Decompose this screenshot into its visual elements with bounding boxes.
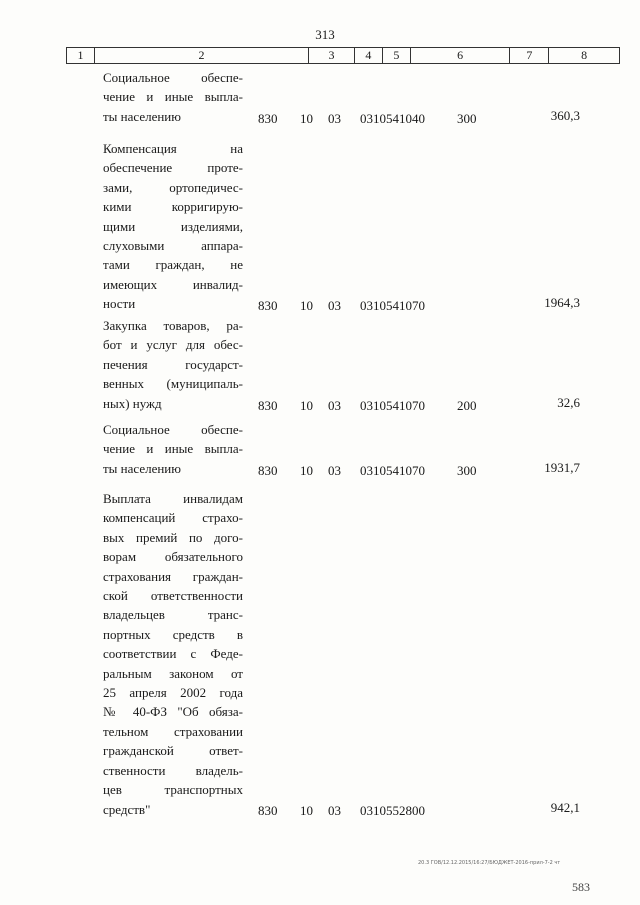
description-line: щими изделиями,	[103, 218, 243, 234]
description-line: компенсаций страхо-	[103, 510, 243, 526]
row-c7-value: 300	[457, 462, 477, 478]
row-c8-value: 32,6	[557, 394, 580, 410]
row-c4-value: 10	[300, 803, 313, 819]
description-line: слуховыми аппара-	[103, 238, 243, 254]
description-line: ных) нужд	[103, 395, 162, 411]
row-c6-value: 0310541040	[360, 110, 425, 126]
description-line: вых премий по дого-	[103, 529, 243, 545]
description-line: ты населению	[103, 108, 181, 124]
row-description	[103, 68, 243, 126]
description-line: Социальное обеспе-	[103, 70, 243, 85]
row-description	[103, 316, 243, 413]
page-number-bottom: 583	[572, 880, 590, 894]
description-line: кими корригирую-	[103, 199, 243, 215]
row-c3-value: 830	[258, 110, 278, 126]
description-line: страхования граждан-	[103, 568, 243, 584]
description-line: венных (муниципаль-	[103, 376, 243, 392]
header-col-7: 7	[510, 48, 549, 63]
description-line: Социальное обеспе-	[103, 422, 243, 437]
description-line: Выплата инвалидам	[103, 491, 243, 506]
description-line: ты населению	[103, 460, 181, 476]
row-description	[103, 489, 243, 819]
row-c5-value: 03	[328, 397, 341, 413]
footer-stamp: 20.3 ГОВ/12.12.2015/16:27/БЮДЖЕТ-2016-прил-7-2 чт	[418, 860, 561, 866]
description-line: соответствии с Феде-	[103, 646, 243, 662]
row-c3-value: 830	[258, 462, 278, 478]
description-line: тельном страховании	[103, 723, 243, 739]
description-line: ности	[103, 296, 136, 312]
header-col-3: 3	[309, 48, 355, 63]
row-description	[103, 420, 243, 478]
description-line: зами, ортопедичес-	[103, 179, 243, 195]
header-col-1: 1	[67, 48, 95, 63]
row-c4-value: 10	[300, 298, 313, 314]
description-line: портных средств в	[103, 626, 243, 642]
header-col-4: 4	[355, 48, 383, 63]
row-c7-value: 200	[457, 397, 477, 413]
row-c5-value: 03	[328, 803, 341, 819]
description-line: Закупка товаров, ра-	[103, 318, 243, 333]
row-c6-value: 0310541070	[360, 462, 425, 478]
description-line: средств"	[103, 801, 151, 817]
row-c3-value: 830	[258, 298, 278, 314]
description-line: ральным законом от	[103, 665, 243, 681]
description-line: имеющих инвалид-	[103, 276, 243, 292]
header-col-5: 5	[383, 48, 411, 63]
row-c4-value: 10	[300, 397, 313, 413]
row-c3-value: 830	[258, 397, 278, 413]
row-c4-value: 10	[300, 462, 313, 478]
description-line: обеспечение проте-	[103, 160, 243, 176]
description-line: № 40-ФЗ "Об обяза-	[103, 704, 243, 720]
row-c4-value: 10	[300, 110, 313, 126]
row-c6-value: 0310552800	[360, 803, 425, 819]
description-line: бот и услуг для обес-	[103, 337, 243, 353]
row-description	[103, 139, 243, 314]
description-line: ской ответственности	[103, 588, 243, 604]
description-line: владельцев транс-	[103, 607, 243, 623]
header-col-2: 2	[95, 48, 309, 63]
row-c8-value: 1964,3	[544, 295, 580, 311]
description-line: ворам обязательного	[103, 549, 243, 565]
row-c5-value: 03	[328, 462, 341, 478]
page-number-top: 313	[315, 27, 335, 42]
row-c7-value: 300	[457, 110, 477, 126]
row-c8-value: 360,3	[550, 107, 580, 123]
description-line: тами граждан, не	[103, 257, 243, 273]
description-line: гражданской ответ-	[103, 743, 243, 759]
header-col-8: 8	[581, 48, 588, 62]
row-c5-value: 03	[328, 110, 341, 126]
description-line: ственности владель-	[103, 762, 243, 778]
description-line: чение и иные выпла-	[103, 89, 243, 105]
description-line: Компенсация на	[103, 141, 243, 156]
row-c8-value: 942,1	[550, 800, 580, 816]
description-line: печения государст-	[103, 356, 243, 372]
row-c3-value: 830	[258, 803, 278, 819]
table-header-row	[66, 47, 620, 64]
description-line: цев транспортных	[103, 782, 243, 798]
row-c5-value: 03	[328, 298, 341, 314]
row-c8-value: 1931,7	[544, 459, 580, 475]
description-line: 25 апреля 2002 года	[103, 685, 243, 701]
description-line: чение и иные выпла-	[103, 441, 243, 457]
header-col-6: 6	[411, 48, 511, 63]
row-c6-value: 0310541070	[360, 397, 425, 413]
row-c6-value: 0310541070	[360, 298, 425, 314]
